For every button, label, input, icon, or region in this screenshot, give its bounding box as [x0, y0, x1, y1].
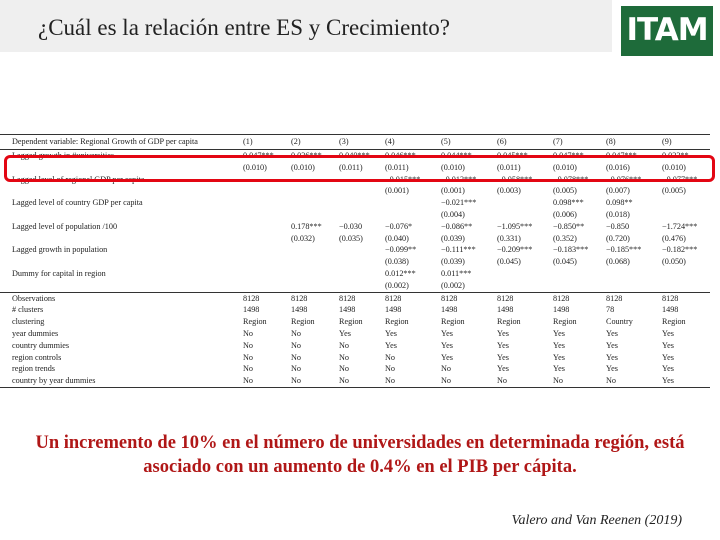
table-cell: 8128 — [243, 292, 291, 304]
table-row — [0, 340, 710, 352]
table-cell: 0.045*** — [497, 151, 528, 160]
table-cell: 8128 — [662, 292, 710, 304]
table-cell: Region — [243, 317, 267, 327]
table-cell: No — [385, 352, 396, 362]
table-cell — [497, 197, 553, 209]
header-column: (7) — [553, 135, 606, 150]
table-cell — [662, 197, 710, 209]
table-cell: 1498 — [385, 305, 402, 315]
table-cell — [291, 280, 339, 292]
table-cell — [243, 233, 291, 245]
table-cell: Region — [291, 317, 315, 327]
row-label: Lagged level of regional GDP per capita — [12, 174, 145, 184]
table-cell: −0.111*** — [441, 245, 476, 255]
header-column: (9) — [662, 135, 710, 150]
table-cell: −0.076* — [385, 221, 413, 231]
table-cell: (0.001) — [385, 186, 409, 196]
table-cell: 0.012*** — [385, 268, 416, 278]
table-cell: 1498 — [553, 305, 570, 315]
table-cell: 0.098** — [606, 198, 633, 208]
table-cell — [497, 268, 553, 280]
table-cell: (0.045) — [497, 257, 521, 267]
table-cell: (0.005) — [662, 186, 686, 196]
citation: Valero and Van Reenen (2019) — [511, 513, 682, 528]
table-cell: (0.045) — [553, 257, 577, 267]
table-cell: Yes — [385, 340, 397, 350]
highlight-box — [4, 155, 715, 182]
table-row — [0, 280, 710, 292]
table-cell: 8128 — [553, 292, 606, 304]
table-cell — [339, 268, 385, 280]
header-column: (6) — [497, 135, 553, 150]
row-label — [0, 256, 243, 268]
table-cell: 0.047*** — [606, 151, 637, 160]
table-cell: Yes — [662, 328, 674, 338]
logo-text: ITAM — [626, 12, 708, 48]
table-cell: Yes — [441, 328, 453, 338]
table-cell: −0.058*** — [497, 174, 533, 184]
slide-title: ¿Cuál es la relación entre ES y Crecimiento? — [38, 15, 450, 40]
row-label — [0, 233, 243, 245]
table-cell: −0.850 — [606, 221, 630, 231]
header-dependent-variable: Dependent variable: Regional Growth of GDP per capita — [0, 135, 243, 150]
table-row — [0, 292, 710, 304]
table-cell: (0.010) — [662, 162, 686, 172]
table-cell: −0.209*** — [497, 245, 533, 255]
table-cell: No — [339, 340, 350, 350]
table-cell: (0.003) — [497, 186, 521, 196]
table-cell: Region — [441, 317, 465, 327]
table-cell: No — [291, 340, 302, 350]
table-cell: Yes — [497, 340, 509, 350]
table-cell — [553, 268, 606, 280]
table-cell: Yes — [441, 340, 453, 350]
table-cell: No — [339, 375, 385, 387]
table-cell: Yes — [497, 328, 509, 338]
table-cell — [662, 280, 710, 292]
table-cell: No — [553, 375, 606, 387]
table-cell: 0.040*** — [339, 151, 370, 160]
table-cell: Yes — [497, 352, 509, 362]
table-cell: No — [385, 375, 441, 387]
row-label: year dummies — [12, 328, 59, 338]
table-cell — [243, 256, 291, 268]
table-cell: (0.039) — [441, 233, 465, 243]
table-row — [0, 197, 710, 209]
table-cell: 1498 — [662, 305, 679, 315]
table-cell: Region — [497, 317, 521, 327]
table-cell: 0.036*** — [291, 151, 322, 160]
row-label: Lagged level of population /100 — [12, 221, 118, 231]
table-cell: 8128 — [441, 292, 497, 304]
table-cell: (0.010) — [291, 162, 315, 172]
conclusion-text: Un incremento de 10% en el número de universidades en determinada región, está asociado con un aumento de 0.4% en el PIB per cápita. — [35, 433, 685, 477]
table-cell — [553, 280, 606, 292]
table-cell — [291, 185, 339, 197]
table-cell — [291, 256, 339, 268]
table-cell — [662, 209, 710, 221]
row-label: country dummies — [12, 340, 70, 350]
header-column: (8) — [606, 135, 662, 150]
table-row — [0, 268, 710, 280]
table-cell: No — [243, 375, 291, 387]
table-cell: 1498 — [441, 305, 458, 315]
table-cell: No — [291, 375, 339, 387]
table-cell: 8128 — [497, 292, 553, 304]
table-cell: Region — [662, 317, 686, 327]
table-cell: −0.086** — [441, 221, 473, 231]
row-label: Lagged level of country GDP per capita — [12, 198, 143, 208]
table-cell: No — [291, 328, 302, 338]
table-cell: Region — [339, 317, 363, 327]
table-cell: Yes — [606, 328, 618, 338]
table-row — [0, 244, 710, 256]
table-cell: No — [291, 352, 302, 362]
table-cell: (0.068) — [606, 257, 630, 267]
table-cell — [291, 197, 339, 209]
table-cell: No — [339, 364, 350, 374]
row-label: Lagged growth in #universities — [12, 151, 115, 160]
table-cell — [662, 268, 710, 280]
table-cell: No — [441, 364, 452, 374]
table-cell — [243, 280, 291, 292]
table-cell: Yes — [662, 375, 710, 387]
table-cell: (0.050) — [662, 257, 686, 267]
table-cell: Yes — [606, 364, 618, 374]
row-label — [0, 280, 243, 292]
table-cell: 1498 — [497, 305, 514, 315]
table-cell: Yes — [662, 364, 674, 374]
table-cell: Yes — [385, 328, 397, 338]
itam-logo — [621, 6, 713, 56]
table-cell: (0.032) — [291, 233, 315, 243]
table-cell: 8128 — [291, 292, 339, 304]
table-cell — [243, 221, 291, 233]
table-cell: Yes — [553, 328, 565, 338]
row-label: region trends — [12, 364, 55, 374]
table-row — [0, 233, 710, 245]
table-cell — [339, 185, 385, 197]
row-label: # clusters — [12, 305, 44, 315]
table-cell: 0.047*** — [553, 151, 584, 160]
table-cell — [497, 209, 553, 221]
table-cell — [291, 209, 339, 221]
table-cell: 0.046*** — [385, 151, 416, 160]
table-cell: No — [243, 340, 254, 350]
table-cell: No — [606, 375, 662, 387]
table-cell — [291, 244, 339, 256]
table-cell: (0.006) — [553, 209, 577, 219]
table-cell — [243, 268, 291, 280]
table-cell: 0.047*** — [243, 151, 274, 160]
table-cell: Yes — [553, 352, 565, 362]
row-label — [0, 209, 243, 221]
table-row — [0, 352, 710, 364]
table-cell: (0.352) — [553, 233, 577, 243]
table-cell: −1.724*** — [662, 221, 698, 231]
table-cell: (0.010) — [243, 162, 267, 172]
table-cell: (0.720) — [606, 233, 630, 243]
table-row — [0, 363, 710, 375]
table-cell — [385, 209, 441, 221]
row-label: Observations — [0, 292, 243, 304]
table-cell: −0.850** — [553, 221, 585, 231]
table-cell: (0.018) — [606, 209, 630, 219]
table-cell: No — [243, 352, 254, 362]
row-label: Lagged growth in population — [12, 245, 108, 255]
table-cell: Yes — [662, 352, 674, 362]
table-cell — [497, 280, 553, 292]
table-cell — [339, 209, 385, 221]
table-cell: Yes — [553, 364, 565, 374]
table-cell: Country — [606, 317, 633, 327]
table-row — [0, 375, 710, 387]
table-cell: Yes — [339, 328, 351, 338]
header-column: (5) — [441, 135, 497, 150]
table-cell: (0.010) — [553, 162, 577, 172]
table-cell: (0.011) — [497, 162, 521, 172]
table-cell — [291, 268, 339, 280]
table-cell: (0.011) — [385, 162, 409, 172]
table-cell: No — [291, 364, 302, 374]
table-cell: (0.040) — [385, 233, 409, 243]
table-cell: −0.182*** — [662, 245, 698, 255]
header-column: (1) — [243, 135, 291, 150]
table-cell: 0.011*** — [441, 268, 472, 278]
table-cell — [243, 185, 291, 197]
table-cell: No — [243, 364, 254, 374]
table-cell: 0.178*** — [291, 221, 322, 231]
table-cell: 0.023** — [662, 151, 689, 160]
table-cell: 0.044*** — [441, 151, 472, 160]
table-cell: Yes — [662, 340, 674, 350]
table-row — [0, 316, 710, 328]
table-cell: 8128 — [339, 292, 385, 304]
table-cell: −0.183*** — [553, 245, 589, 255]
table-cell: −0.076*** — [606, 174, 642, 184]
table-cell — [339, 197, 385, 209]
table-cell: 8128 — [606, 292, 662, 304]
table-cell: No — [339, 352, 350, 362]
row-label — [0, 185, 243, 197]
table-cell: (0.011) — [339, 162, 363, 172]
table-cell: (0.039) — [441, 257, 465, 267]
table-header-row — [0, 135, 710, 150]
table-cell: 1498 — [291, 305, 308, 315]
table-cell — [243, 197, 291, 209]
table-body — [0, 150, 710, 388]
table-cell: (0.002) — [441, 280, 465, 290]
table-cell — [606, 268, 662, 280]
table-cell: Yes — [441, 352, 453, 362]
table-cell — [339, 256, 385, 268]
table-cell: (0.007) — [606, 186, 630, 196]
table-cell: −0.099** — [385, 245, 417, 255]
table-cell: Yes — [553, 340, 565, 350]
header-column: (3) — [339, 135, 385, 150]
table-cell: −0.185*** — [606, 245, 642, 255]
table-cell: 1498 — [339, 305, 356, 315]
table-cell: (0.005) — [553, 186, 577, 196]
table-cell: (0.004) — [441, 209, 465, 219]
table-cell: No — [497, 375, 553, 387]
header-column: (4) — [385, 135, 441, 150]
table-cell — [243, 209, 291, 221]
table-cell — [243, 244, 291, 256]
table-cell: (0.476) — [662, 233, 686, 243]
row-label: region controls — [12, 352, 62, 362]
table-cell: (0.331) — [497, 233, 521, 243]
table-row — [0, 185, 710, 197]
table-cell: (0.001) — [441, 186, 465, 196]
row-label: Dummy for capital in region — [12, 268, 106, 278]
row-label: clustering — [12, 317, 45, 327]
table-row — [0, 209, 710, 221]
table-cell — [339, 280, 385, 292]
table-row — [0, 256, 710, 268]
table-cell: No — [243, 328, 254, 338]
table-cell: Yes — [606, 352, 618, 362]
table-cell — [385, 197, 441, 209]
table-row — [0, 221, 710, 233]
table-row — [0, 328, 710, 340]
table-cell: −0.021*** — [441, 198, 477, 208]
table-cell: Yes — [606, 340, 618, 350]
table-cell: No — [385, 364, 396, 374]
table-cell: (0.035) — [339, 233, 363, 243]
table-cell: (0.038) — [385, 257, 409, 267]
table-cell: 1498 — [243, 305, 260, 315]
header-column: (2) — [291, 135, 339, 150]
table-cell: 8128 — [385, 292, 441, 304]
table-cell: Region — [553, 317, 577, 327]
table-cell: Yes — [497, 364, 509, 374]
table-cell: 78 — [606, 305, 615, 315]
table-row — [0, 304, 710, 316]
table-cell: Region — [385, 317, 409, 327]
table-cell: −0.077*** — [662, 174, 698, 184]
table-cell: −1.095*** — [497, 221, 533, 231]
table-cell: −0.013*** — [441, 174, 477, 184]
table-cell: (0.016) — [606, 162, 630, 172]
table-cell: −0.015*** — [385, 174, 421, 184]
table-cell: No — [441, 375, 497, 387]
table-cell — [339, 244, 385, 256]
table-cell: (0.002) — [385, 280, 409, 290]
table-cell: −0.078*** — [553, 174, 589, 184]
table-cell — [606, 280, 662, 292]
table-cell: (0.010) — [441, 162, 465, 172]
table-cell: 0.098*** — [553, 198, 584, 208]
table-cell: −0.030 — [339, 221, 363, 231]
row-label: country by year dummies — [0, 375, 243, 387]
